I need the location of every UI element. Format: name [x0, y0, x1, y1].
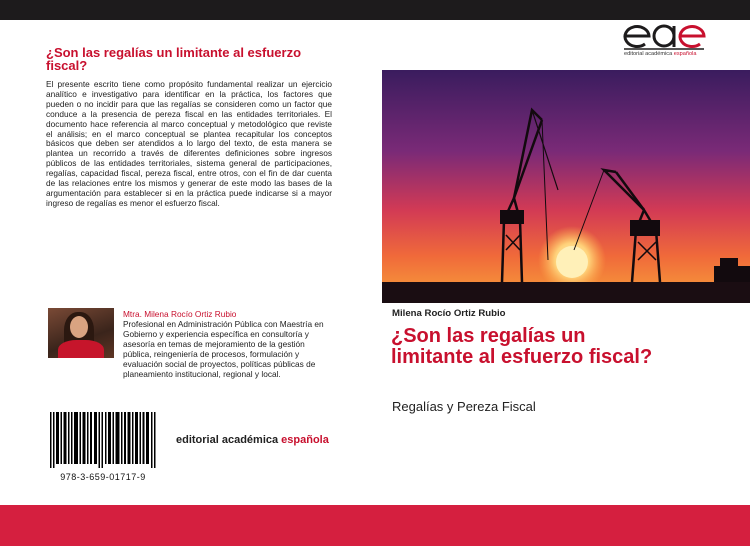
- cover-photo-cranes-sunset: [382, 70, 750, 303]
- back-cover-blurb: El presente escrito tiene como propósito fundamental realizar un ejercicio analítico e investigativo para identificar en la práctica, los factores que pueden o no incidir para que las regalías se consideren como un factor que conduce a la presencia de pereza fiscal en las entidades territoriales. El documento hace referencia al marco conceptual y metodológico que reviste el análisis; en el marco conceptual se plantea recapitular los conceptos básicos que deben ser atendidos a lo largo del texto, de esta manera se plantea un recorrido a través de diferentes definiciones sobre ingresos públicos de las entidades territoriales, sistema general de participaciones, regalías, capacidad fiscal, pereza fiscal, entre otros, con el fin de dar cuenta de las relaciones entre los mismos y generar de este modo las bases de la argumentación para establecer si en la práctica puede indicarse si a mayor ingreso de regalías es menor el esfuerzo fiscal.: [46, 79, 332, 208]
- front-author-name: Milena Rocío Ortiz Rubio: [392, 308, 506, 319]
- back-publisher-main: editorial académica: [176, 434, 282, 446]
- author-bio: Profesional en Administración Pública con Maestría en Gobierno y experiencia específica en consultoría y asesoría en temas de mejoramiento de la gestión pública, reingeniería de procesos, formulación y evaluación social de proyectos, políticas públicas de planeamiento institucional, regional y local.: [123, 319, 324, 379]
- front-cover-title: ¿Son las regalías un limitante al esfuerzo fiscal?: [391, 325, 653, 368]
- logo-caption: [624, 51, 696, 57]
- isbn-number: 978-3-659-01717-9: [60, 472, 146, 482]
- logo-caption-main: editorial académica: [624, 51, 674, 57]
- top-band: [0, 0, 750, 20]
- author-photo-face: [70, 316, 88, 338]
- author-photo-shirt: [58, 340, 104, 358]
- author-photo: [48, 308, 114, 358]
- bottom-band: [0, 505, 750, 546]
- logo-caption-accent: española: [673, 51, 697, 57]
- back-author-name: Mtra. Milena Rocío Ortiz Rubio: [123, 309, 237, 319]
- back-publisher-accent: española: [281, 434, 329, 446]
- back-publisher-name: [176, 434, 329, 446]
- back-cover-title: ¿Son las regalías un limitante al esfuerzo fiscal?: [46, 45, 302, 73]
- front-cover-subtitle: Regalías y Pereza Fiscal: [392, 399, 536, 414]
- isbn-barcode: [50, 412, 156, 468]
